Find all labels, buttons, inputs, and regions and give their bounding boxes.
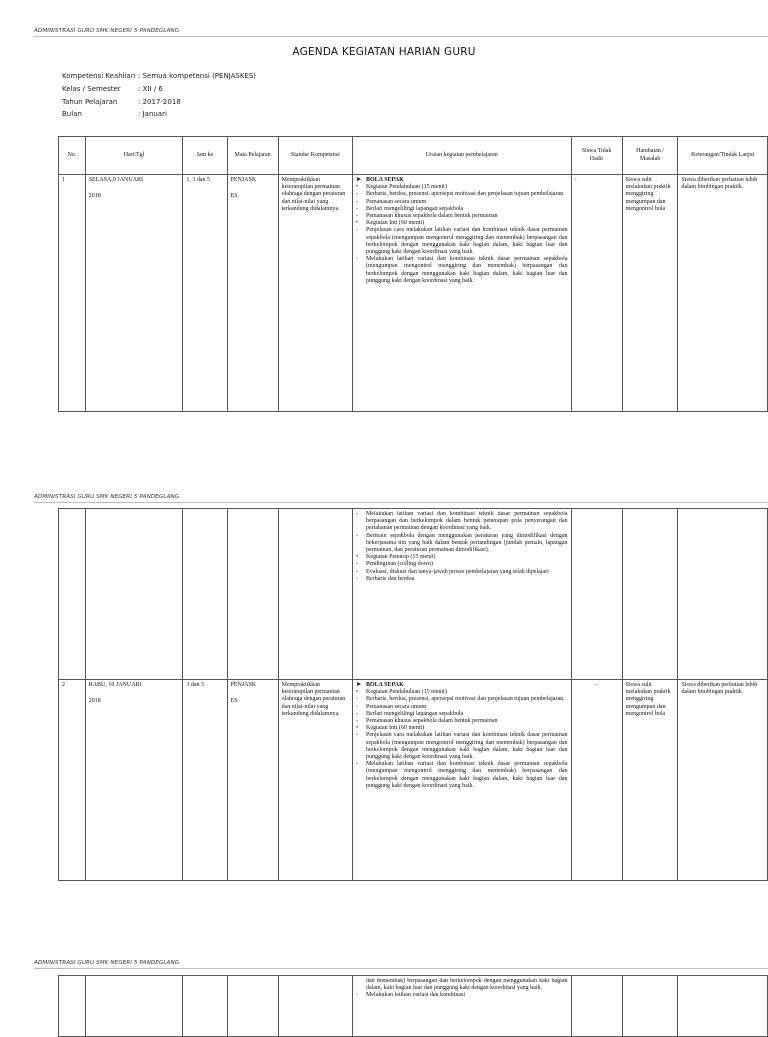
bullet-marker: • [356, 184, 359, 191]
bullet-marker: • [356, 554, 359, 561]
col-header-absent: Siswa Tidak Hadir [571, 137, 622, 175]
activity-text: Kegiatan Inti (60 menit) [366, 220, 425, 227]
activity-text: Berbaris dan berdoa [366, 575, 415, 582]
meta-row: Kompetensi Keahlian : Semua kompetensi (PENJASKES) [62, 72, 257, 80]
col-header-obstacle: Hambatan / Masalah [622, 137, 678, 175]
bullet-marker: - [356, 213, 359, 220]
activity-item [356, 711, 568, 718]
bullet-marker: - [356, 227, 359, 234]
activity-text: Melakukan latihan variasi dan kombinasi teknik dasar permainan sepakbola (mengumpan mengontrol menggiring dan menembak) berpasangan dan berkelompok dengan menggunakan kaki bagian dalam, kaki bagian luar dan punggung kaki dengan koordinasi yang baik. [366, 256, 568, 284]
cell-absent: - [571, 175, 622, 412]
table-row [59, 680, 768, 881]
cell-absent: - [571, 680, 622, 881]
cell-day: SELASA,9 JANUARI 2018 [85, 175, 183, 412]
activity-text: Berlari mengelilingi lapangan sepakbola [366, 205, 464, 212]
cell-activity [353, 976, 572, 1037]
agenda-table-page3 [58, 975, 768, 1037]
activity-text: Berlari mengelilingi lapangan sepakbola [366, 710, 464, 717]
cell-mapel: PENJASK ES [227, 680, 278, 881]
page-header: ADMINISTRASI GURU SMK NEGERI 5 PANDEGLANG [34, 28, 180, 34]
cell-jam: 1, 3 dan 5 [183, 175, 227, 412]
bullet-marker: • [356, 725, 359, 732]
agenda-table-page1 [58, 136, 768, 412]
bullet-marker: - [356, 703, 359, 710]
meta-block [62, 72, 256, 123]
activity-item [356, 533, 568, 555]
cell-sk: Mempraktikkan keterampilan permainan olahraga dengan peraturan dan nilai-nilai yang terkandung didalamnya. [278, 680, 352, 881]
meta-row: Kelas / Semester : XII / 6 [62, 84, 163, 93]
activity-text: Kegiatan Penutup (15 menit) [366, 554, 436, 561]
activity-item [356, 761, 568, 790]
activity-item [356, 220, 568, 227]
header-rule [34, 502, 768, 503]
activity-item [356, 561, 568, 568]
activity-text: Pemanasan secara umum [366, 198, 427, 205]
table-row [59, 175, 768, 412]
activity-item [356, 199, 568, 206]
bullet-marker: - [356, 511, 359, 517]
activity-text: BOLA SEPAK [366, 177, 404, 183]
col-header-day: Hari/Tgl [85, 137, 183, 175]
activity-text: Melakukan latihan variasi dan kombinasi [366, 992, 465, 999]
cell-activity [353, 680, 572, 881]
header-rule [34, 968, 768, 969]
cell-obstacle: Siswa sulit melakukan praktik menggiring mengumpan dan mengontrol bola [622, 175, 678, 412]
activity-text: Penjelasan cara melakukan latihan variasi dan kombinasi teknik dasar permainan sepakbola (mengumpan mengontrol menggiring dan menembak) berpasangan dan berkelompok dengan menggunakan kaki bagian dalam, kaki bagian luar dan punggung kaki dengan koordinasi yang baik. [366, 732, 568, 761]
activity-list [356, 511, 568, 583]
page-header: ADMINISTRASI GURU SMK NEGERI 5 PANDEGLANG [34, 960, 180, 966]
activity-text: Melakukan latihan variasi dan kombinasi teknik dasar permainan sepakbola berpasangan dan berkelompok dalam bentuk penerapan pola penyerangan dan pertahanan permainan dengan koordinasi yang baik. [366, 511, 568, 532]
activity-item [356, 992, 568, 999]
cell-sk: Mempraktikkan keterampilan permainan olahraga dengan peraturan dan nilai-nilai yang terkandung didalamnya. [278, 175, 352, 412]
activity-text: dan menembak) berpasangan dan berkelompok dengan menggunakan kaki bagian dalam, kaki bagian luar dan punggung kaki dengan koordinasi yang baik. [366, 978, 568, 992]
page-header: ADMINISTRASI GURU SMK NEGERI 5 PANDEGLANG [34, 494, 180, 500]
table-row [59, 509, 768, 680]
activity-item [356, 184, 568, 191]
activity-item [356, 725, 568, 732]
table-row [59, 976, 768, 1037]
cell-mapel: PENJASK ES [227, 175, 278, 412]
activity-list [356, 682, 568, 790]
activity-item [356, 569, 568, 576]
activity-item [356, 978, 568, 992]
bullet-marker: - [356, 992, 359, 999]
bullet-marker: - [356, 568, 359, 575]
activity-list [356, 978, 568, 1000]
activity-item [356, 256, 568, 285]
bullet-marker: - [356, 561, 359, 568]
col-header-jam: Jam ke [183, 137, 227, 175]
bullet-marker: - [356, 575, 359, 582]
activity-text: Evaluasi, diskusi dan tanya-jawab proses pembelajaran yang telah dipelajari [366, 568, 549, 575]
bullet-marker: ➤ [356, 177, 362, 183]
activity-item [356, 576, 568, 583]
cell-activity [353, 509, 572, 680]
col-header-activity: Uraian kegiatan pembelajaran [353, 137, 572, 175]
activity-text: BOLA SEPAK [366, 682, 404, 688]
activity-item [356, 704, 568, 711]
bullet-marker: - [356, 718, 359, 725]
agenda-table-page2 [58, 508, 768, 881]
activity-text: Berbaris, berdoa, presensi, apersepsi motivasi dan penjelasan tujuan pembelajaran. [366, 696, 565, 703]
table-header-row [59, 137, 768, 175]
cell-no: 1 [59, 175, 86, 412]
bullet-marker: - [356, 696, 359, 703]
col-header-note: Keterangan/Tindak Lanjut [678, 137, 768, 175]
bullet-marker: - [356, 205, 359, 212]
activity-item [356, 696, 568, 703]
activity-text: Berbaris, berdoa, presensi, apersepsi motivasi dan penjelasan tujuan pembelajaran. [366, 191, 565, 198]
col-header-mapel: Mata Pelajaran [227, 137, 278, 175]
cell-note: Siswa diberikan perhatian lebih dalam bimbingan praktik. [678, 680, 768, 881]
header-rule [34, 36, 768, 37]
activity-text: Pemanasan khusus sepakbola dalam bentuk permainan [366, 213, 498, 220]
bullet-marker: - [356, 732, 359, 739]
meta-row: Tahun Pelajaran : 2017-2018 [62, 97, 181, 106]
activity-list [356, 177, 568, 285]
activity-item [356, 689, 568, 696]
activity-item [356, 732, 568, 761]
bullet-marker: - [356, 191, 359, 198]
activity-item [356, 206, 568, 213]
cell-day: RABU, 10 JANUARI 2018 [85, 680, 183, 881]
bullet-marker: - [356, 710, 359, 717]
cell-no: 2 [59, 680, 86, 881]
col-header-no: No. [59, 137, 86, 175]
meta-row: Bulan : Januari [62, 110, 167, 119]
bullet-marker: - [356, 198, 359, 205]
bullet-marker: - [356, 256, 359, 263]
cell-activity [353, 175, 572, 412]
activity-text: Kegiatan Pendahuluan (15 menit) [366, 689, 447, 696]
activity-text: Kegiatan Pendahuluan (15 menit) [366, 184, 447, 191]
activity-item [356, 191, 568, 198]
bullet-marker: ➤ [356, 682, 362, 688]
col-header-sk: Standar Kompetensi [278, 137, 352, 175]
activity-text: Melakukan latihan variasi dan kombinasi teknik dasar permainan sepakbola (mengumpan mengontrol menggiring dan menembak) berpasangan dan berkelompok dengan menggunakan kaki bagian dalam, kaki bagian luar dan punggung kaki dengan koordinasi yang baik. [366, 761, 568, 789]
activity-text: Penjelasan cara melakukan latihan variasi dan kombinasi teknik dasar permainan sepakbola (mengumpan mengontrol menggiring dan menembak) berpasangan dan berkelompok dengan menggunakan kaki bagian dalam, kaki bagian luar dan punggung kaki dengan koordinasi yang baik. [366, 227, 568, 256]
cell-note: Siswa diberikan perhatian lebih dalam bimbingan praktik. [678, 175, 768, 412]
bullet-marker: - [356, 532, 359, 539]
activity-text: Kegiatan Inti (60 menit) [366, 725, 425, 732]
activity-item [356, 511, 568, 533]
bullet-marker: - [356, 761, 359, 768]
bullet-marker: • [356, 689, 359, 696]
activity-text: Pemanasan secara umum [366, 703, 427, 710]
cell-jam: 3 dan 5 [183, 680, 227, 881]
activity-text: Pendinginan (colling down) [366, 561, 434, 568]
activity-item [356, 227, 568, 256]
activity-text: Pemanasan khusus sepakbola dalam bentuk permainan [366, 718, 498, 725]
page-title: AGENDA KEGIATAN HARIAN GURU [292, 46, 476, 58]
activity-text: Bermain sepakbola dengan menggunakan peraturan yang dimodifikasi dengan bekerjasama tim yang baik dalam bentuk pertandingan (jumlah pemain, lapangan permainan, dan peraturan permainan dimodifikasi). [366, 532, 568, 554]
bullet-marker: • [356, 220, 359, 227]
cell-obstacle: Siswa sulit melakukan praktik menggiring mengumpan dan mengontrol bola [622, 680, 678, 881]
